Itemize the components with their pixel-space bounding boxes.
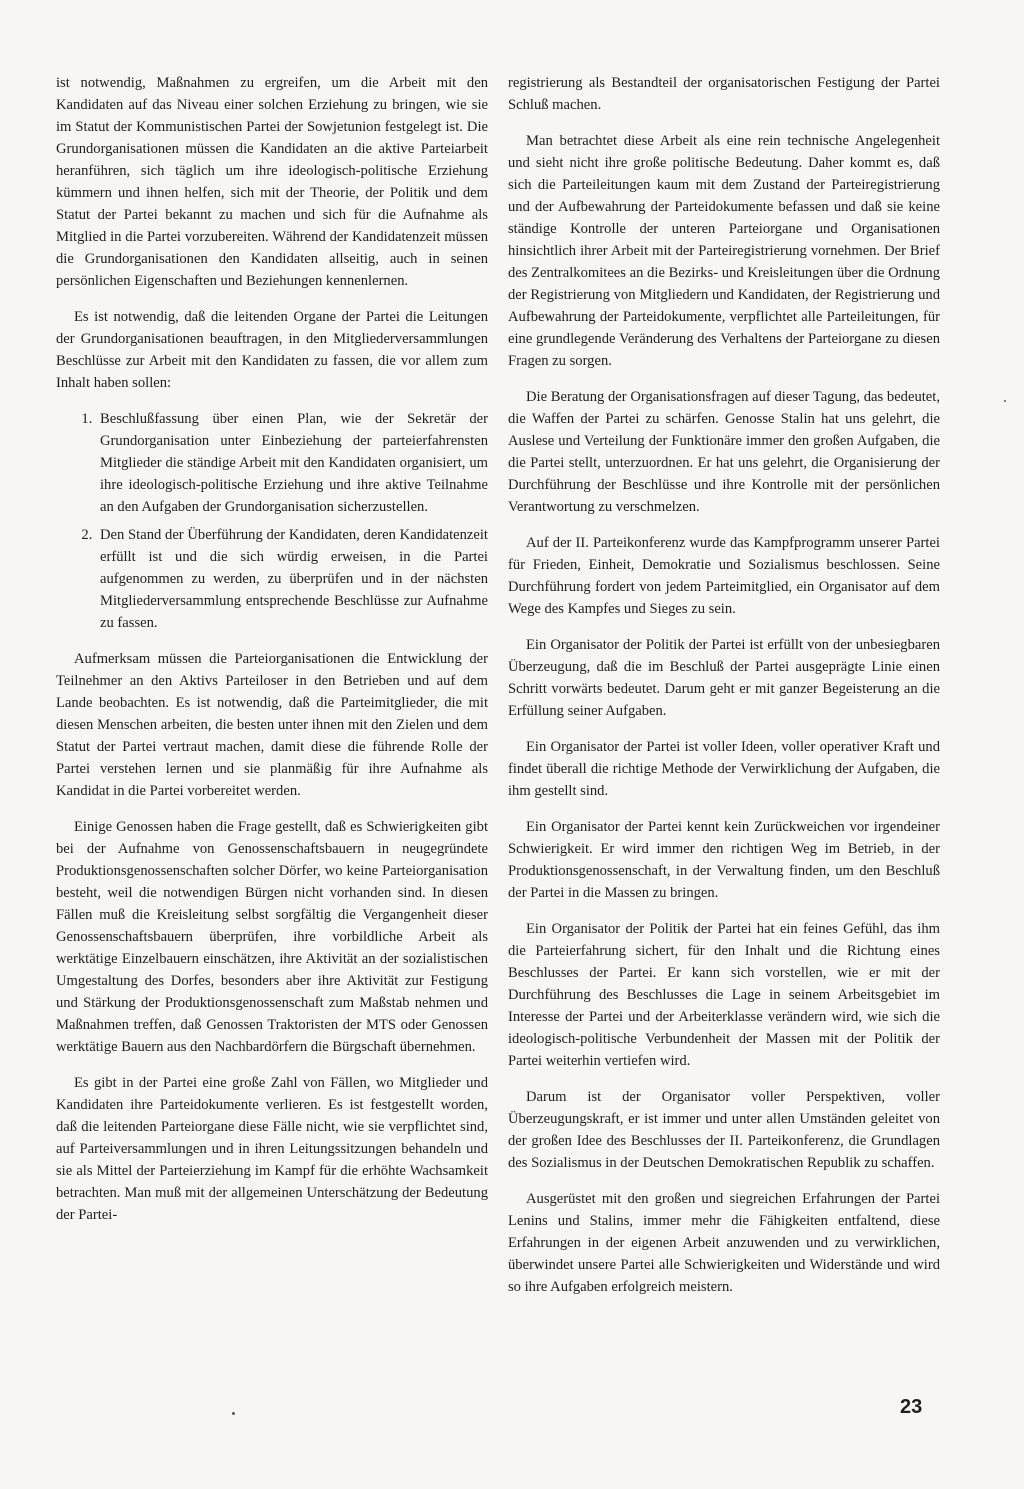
- paragraph: ist notwendig, Maßnahmen zu ergreifen, um die Arbeit mit den Kandidaten auf das Niveau einer solchen Erziehung zu bringen, wie sie im Statut der Kommunistischen Partei der Sowjetunion festgelegt ist. Die Grundorganisationen müssen die Kandidaten an die aktive Parteiarbeit heranführen, sich täglich um ihre ideologisch-politische Erziehung kümmern und ihnen helfen, sich mit der Theorie, der Politik und dem Statut der Partei bekannt zu machen und sich für die Aufnahme als Mitglied in die Partei vorzubereiten. Während der Kandidatenzeit müssen die Grundorganisationen den Kandidaten allseitig, auch in seinen persönlichen Eigenschaften und Beziehungen kennenlernen.: [56, 75, 488, 289]
- paragraph: Die Beratung der Organisationsfragen auf dieser Tagung, das bedeutet, die Waffen der Partei zu schärfen. Genosse Stalin hat uns gelehrt, die Auslese und Verteilung der Funktionäre immer den großen Aufgaben, die die Partei stellt, unterzuordnen. Er hat uns gelehrt, die Organisierung der Durchführung der Beschlüsse und ihre Kontrolle mit der persönlichen Verantwortung zu verschmelzen.: [508, 389, 940, 515]
- paragraph: Ausgerüstet mit den großen und siegreichen Erfahrungen der Partei Lenins und Stalins, immer mehr die Fähigkeiten entfaltend, diese Erfahrungen in der eigenen Arbeit anzuwenden und zu verwirklichen, überwindet unsere Partei alle Schwierigkeiten und Widerstände und wird so ihre Aufgaben erfolgreich meistern.: [508, 1191, 940, 1295]
- list-item: 1. Beschlußfassung über einen Plan, wie der Sekretär der Grundorganisation unter Einbeziehung der parteierfahrensten Mitglieder die ständige Arbeit mit den Kandidaten organisiert, um ihre ideologisch-politische Erziehung und ihre aktive Teilnahme an den Aufgaben der Grundorganisation sicherzustellen.: [96, 408, 488, 518]
- numbered-list: [56, 408, 488, 634]
- paragraph: Auf der II. Parteikonferenz wurde das Kampfprogramm unserer Partei für Frieden, Einheit, Demokratie und Sozialismus beschlossen. Seine Durchführung fordert von jedem Parteimitglied, ein Organisator auf dem Wege des Kampfes und Sieges zu sein.: [508, 535, 940, 617]
- right-column: [508, 72, 940, 1312]
- paragraph: Ein Organisator der Partei kennt kein Zurückweichen vor irgendeiner Schwierigkeit. Er wird immer den richtigen Weg im Betrieb, in der Produktionsgenossenschaft, in der Verwaltung finden, um den Beschluß der Partei in die Massen zu bringen.: [508, 819, 940, 901]
- paragraph: Es gibt in der Partei eine große Zahl von Fällen, wo Mitglieder und Kandidaten ihre Parteidokumente verlieren. Es ist festgestellt worden, daß die leitenden Parteiorgane diese Fälle nicht, wie sie verpflichtet sind, auf Parteiversammlungen und in ihren Leitungssitzungen behandeln und sie als Mittel der Parteierziehung im Kampf für die erhöhte Wachsamkeit betrachten. Man muß mit der allgemeinen Unterschätzung der Bedeutung der Partei-: [56, 1075, 488, 1223]
- paragraph: Einige Genossen haben die Frage gestellt, daß es Schwierigkeiten gibt bei der Aufnahme von Genossenschaftsbauern in neugegründete Produktionsgenossenschaften solcher Dörfer, wo keine Parteiorganisation besteht, weil die notwendigen Bürgen nicht vorhanden sind. In diesen Fällen muß die Kreisleitung selbst sorgfältig die Vergangenheit dieser Genossenschaftsbauern überprüfen, ihre vorbildliche Arbeit als werktätige Einzelbauern einschätzen, ihre Aktivität an der sozialistischen Umgestaltung des Dorfes, besonders aber ihre Aktivität zur Festigung und Stärkung der Produktionsgenossenschaft zum Maßstab nehmen und Maßnahmen treffen, daß Genossen Traktoristen der MTS oder Genossen werktätige Bauern aus den Nachbardörfern die Bürgschaft übernehmen.: [56, 819, 488, 1055]
- paragraph: Man betrachtet diese Arbeit als eine rein technische Angelegenheit und sieht nicht ihre große politische Bedeutung. Daher kommt es, daß sich die Parteileitungen kaum mit dem Zustand der Parteiregistrierung und der Aufbewahrung der Parteidokumente befassen und daß sie keine ständige Kontrolle der unteren Parteiorgane und Organisationen hinsichtlich ihrer Arbeit mit der Parteiregistrierung vornehmen. Der Brief des Zentralkomitees an die Bezirks- und Kreisleitungen über die Ordnung der Registrierung von Mitgliedern und Kandidaten, der Registrierung und Aufbewahrung der Parteidokumente, verpflichtet alle Parteileitungen, für eine grundlegende Veränderung des Verhaltens der Parteiorgane zu diesen Fragen zu sorgen.: [508, 133, 940, 369]
- print-speck: [232, 1412, 235, 1415]
- left-column: [56, 72, 488, 1240]
- paragraph: Ein Organisator der Politik der Partei ist erfüllt von der unbesiegbaren Überzeugung, daß die im Beschluß der Partei ausgeprägte Linie einen Schritt vorwärts bedeutet. Darum geht er mit ganzer Begeisterung an die Erfüllung seiner Aufgaben.: [508, 637, 940, 719]
- paragraph: Darum ist der Organisator voller Perspektiven, voller Überzeugungskraft, er ist immer und unter allen Umständen geleitet von der großen Idee des Beschlusses der II. Parteikonferenz, die Grundlagen des Sozialismus in der Deutschen Demokratischen Republik zu schaffen.: [508, 1089, 940, 1171]
- paragraph: Aufmerksam müssen die Parteiorganisationen die Entwicklung der Teilnehmer an den Aktivs Parteiloser in den Betrieben und auf dem Lande beobachten. Es ist notwendig, daß die Parteimitglieder, die mit diesen Menschen arbeiten, die besten unter ihnen mit den Zielen und dem Statut der Partei vertraut machen, damit diese die führende Rolle der Partei verstehen lernen und sie planmäßig für ihre Aufnahme als Kandidat in die Partei vorbereitet werden.: [56, 651, 488, 799]
- list-item: 2. Den Stand der Überführung der Kandidaten, deren Kandidatenzeit erfüllt ist und die sich würdig erweisen, in die Partei aufgenommen zu werden, zu überprüfen und in der nächsten Mitgliederversammlung entsprechende Beschlüsse zur Aufnahme zu fassen.: [96, 524, 488, 634]
- paragraph: Ein Organisator der Partei ist voller Ideen, voller operativer Kraft und findet überall die richtige Methode der Verwirklichung der Aufgaben, die ihm gestellt sind.: [508, 739, 940, 799]
- paragraph: registrierung als Bestandteil der organisatorischen Festigung der Partei Schluß machen.: [508, 75, 940, 113]
- print-speck: [1004, 400, 1006, 402]
- paragraph: Ein Organisator der Politik der Partei hat ein feines Gefühl, das ihm die Parteierfahrung sichert, für den Inhalt und die Richtung eines Beschlusses der Partei. Er kann sich vorstellen, wie er mit der Durchführung des Beschlusses die Lage in seinem Arbeitsgebiet im Interesse der Partei und der Arbeiterklasse verändern wird, wie sich die ideologisch-politische Verbundenheit der Massen mit der Politik der Partei weiterhin vertiefen wird.: [508, 921, 940, 1069]
- page-number: 23: [900, 1396, 923, 1418]
- paragraph: Es ist notwendig, daß die leitenden Organe der Partei die Leitungen der Grundorganisationen beauftragen, in den Mitgliederversammlungen Beschlüsse zur Arbeit mit den Kandidaten zu fassen, die vor allem zum Inhalt haben sollen:: [56, 309, 488, 391]
